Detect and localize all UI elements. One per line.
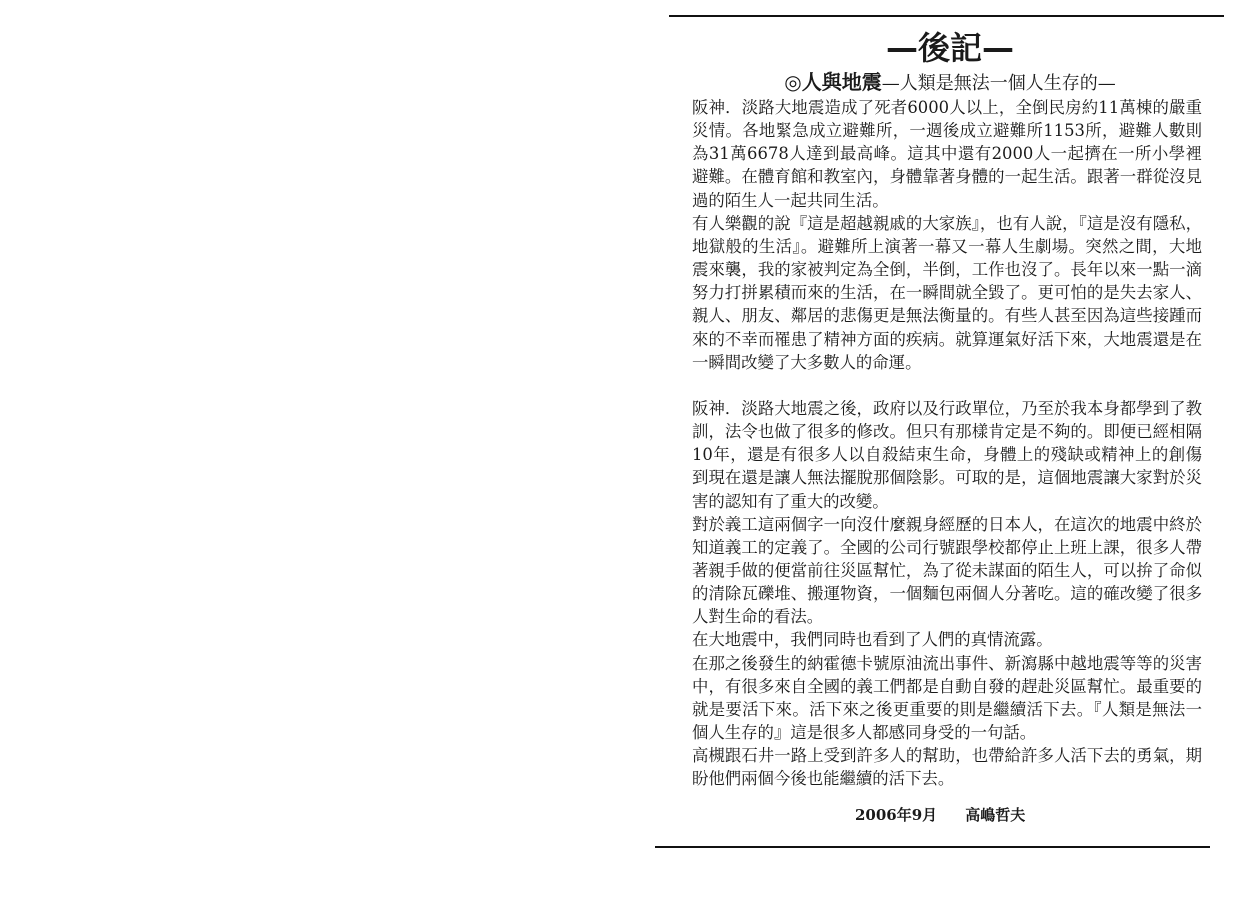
paragraph: 高槻跟石井一路上受到許多人的幫助，也帶給許多人活下去的勇氣，期盼他們兩個今後也能繼續的活下去。: [692, 746, 1202, 789]
subtitle-rest: —人類是無法一個人生存的—: [881, 73, 1116, 94]
top-rule: [669, 15, 1224, 17]
signature-author: 高嶋哲夫: [965, 806, 1026, 824]
paragraph: 對於義工這兩個字一向沒什麼親身經歷的日本人，在這次的地震中終於知道義工的定義了。全國的公司行號跟學校都停止上班上課，很多人帶著親手做的便當前往災區幫忙，為了從未謀面的陌生人，可以拚了命似的清除瓦礫堆、搬運物資，一個麵包兩個人分著吃。這的確改變了很多人對生命的看法。: [692, 514, 1202, 627]
subtitle: [740, 70, 1160, 96]
body-text: [692, 96, 1202, 791]
paragraph: 在大地震中，我們同時也看到了人們的真情流露。: [692, 630, 1053, 650]
signature-date: 2006年9月: [855, 806, 938, 824]
paragraph: 阪神．淡路大地震造成了死者6000人以上，全倒民房約11萬棟的嚴重災情。各地緊急成立避難所，一週後成立避難所1153所，避難人數則為31萬6678人達到最高峰。這其中還有2000人一起擠在一所小學裡避難。在體育館和教室內，身體靠著身體的一起生活。跟著一群從沒見過的陌生人一起共同生活。: [692, 98, 1202, 210]
paragraph: 有人樂觀的說『這是超越親戚的大家族』，也有人說，『這是沒有隱私，地獄般的生活』。避難所上演著一幕又一幕人生劇場。突然之間，大地震來襲，我的家被判定為全倒，半倒，工作也沒了。長年以來一點一滴努力打拼累積而來的生活，在一瞬間就全毀了。更可怕的是失去家人、親人、朋友、鄰居的悲傷更是無法衡量的。有些人甚至因為這些接踵而來的不幸而罹患了精神方面的疾病。就算運氣好活下來，大地震還是在一瞬間改變了大多數人的命運。: [692, 213, 1202, 372]
paragraph: 在那之後發生的納霍德卡號原油流出事件、新瀉縣中越地震等等的災害中，有很多來自全國的義工們都是自動自發的趕赴災區幫忙。最重要的就是要活下來。活下來之後更重要的則是繼續活下去。『人類是無法一個人生存的』這是很多人都感同身受的一句話。: [692, 653, 1202, 743]
signature: [855, 805, 1055, 825]
page-title: —後記—: [885, 29, 1014, 67]
paragraph-gap: [692, 374, 1202, 397]
paragraph: 阪神．淡路大地震之後，政府以及行政單位，乃至於我本身都學到了教訓，法令也做了很多的修改。但只有那樣肯定是不夠的。即便已經相隔10年，還是有很多人以自殺結束生命，身體上的殘缺或精神上的創傷到現在還是讓人無法擺脫那個陰影。可取的是，這個地震讓大家對於災害的認知有了重大的改變。: [692, 398, 1202, 511]
subtitle-main: ◎人與地震: [784, 70, 882, 94]
bottom-rule: [655, 846, 1210, 848]
